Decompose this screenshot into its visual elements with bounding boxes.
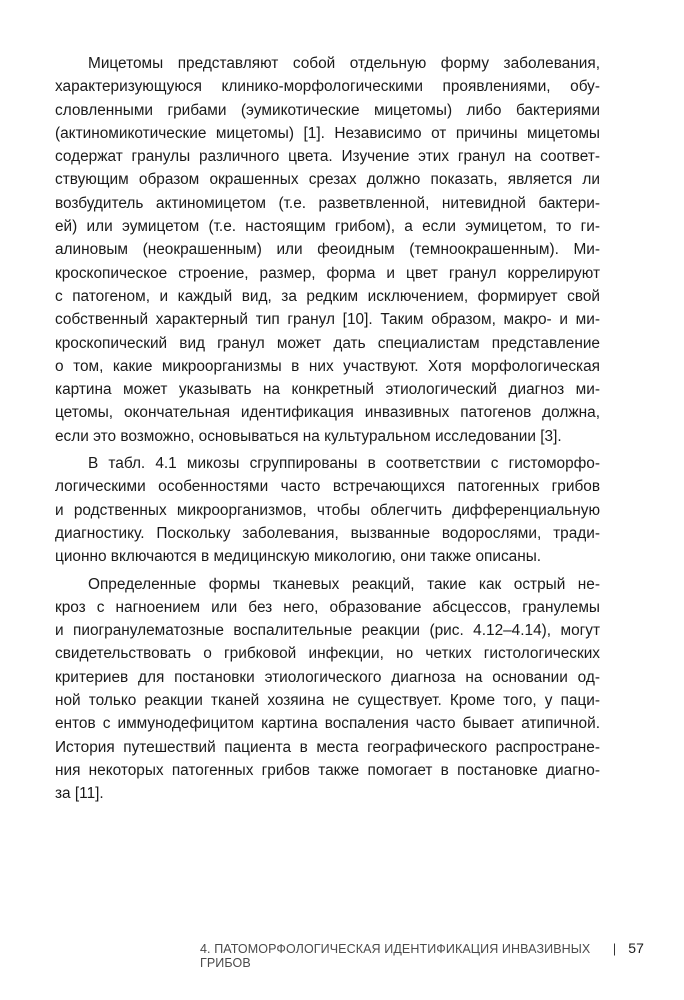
text-line: и родственных микроорганизмов, чтобы облегчить дифференциальную	[55, 501, 600, 519]
text-line: кроскопический вид гранул может дать специалистам представление	[55, 334, 600, 352]
text-line: кроз с нагноением или без него, образование абсцессов, гранулемы	[55, 598, 600, 616]
text-line: ния некоторых патогенных грибов также помогает в постановке диагно-	[55, 761, 600, 779]
text-line: алиновым (неокрашенным) или феоидным (темноокрашенным). Ми-	[55, 241, 600, 259]
paragraph	[55, 452, 600, 568]
paragraph	[55, 573, 600, 806]
text-line: ентов с иммунодефицитом картина воспаления часто бывает атипичной.	[55, 715, 600, 733]
paragraph	[55, 52, 600, 448]
running-footer	[200, 940, 644, 970]
footer-separator: |	[612, 942, 617, 956]
text-line: ей) или эумицетом (т.е. настоящим грибом), а если эумицетом, то ги-	[55, 218, 600, 236]
paragraphs	[55, 52, 600, 806]
text-line: ной только реакции тканей хозяина не существует. Кроме того, у паци-	[55, 692, 600, 710]
text-line: кроскопическое строение, размер, форма и цвет гранул коррелируют	[55, 264, 600, 282]
text-line: (актиномикотические мицетомы) [1]. Независимо от причины мицетомы	[55, 124, 600, 142]
chapter-title: 4. ПАТОМОРФОЛОГИЧЕСКАЯ ИДЕНТИФИКАЦИЯ ИНВАЗИВНЫХ ГРИБОВ	[200, 942, 591, 970]
text-line: с патогеном, и каждый вид, за редким исключением, формирует свой	[55, 287, 600, 305]
text-line: и пиогранулематозные воспалительные реакции (рис. 4.12–4.14), могут	[55, 622, 600, 640]
text-line: В табл. 4.1 микозы сгруппированы в соответствии с гистоморфо-	[88, 455, 600, 473]
text-line: Мицетомы представляют собой отдельную форму заболевания,	[88, 55, 600, 72]
text-line: ционно включаются в медицинскую микологию, они также описаны.	[55, 548, 542, 566]
text-line: содержат гранулы различного цвета. Изучение этих гранул на соответ-	[55, 148, 600, 166]
text-line: логическими особенностями часто встречающихся патогенных грибов	[55, 478, 600, 496]
text-line: характеризующуюся клинико-морфологическими проявлениями, обу-	[55, 78, 600, 96]
text-line: свидетельствовать о грибковой инфекции, но четких гистологических	[55, 645, 600, 663]
text-line: диагностику. Поскольку заболевания, вызванные водорослями, тради-	[55, 524, 600, 542]
text-line: если это возможно, основываться на культуральном исследовании [3].	[55, 427, 562, 445]
page-number: 57	[628, 940, 644, 956]
text-line: за [11].	[55, 785, 104, 803]
text-line: картина может указывать на конкретный этиологический диагноз ми-	[55, 381, 600, 399]
text-line: собственный характерный тип гранул [10]. Таким образом, макро- и ми-	[55, 311, 600, 329]
text-line: История путешествий пациента в места географического распростране-	[55, 738, 600, 756]
text-line: возбудитель актиномицетом (т.е. разветвленной, нитевидной бактери-	[55, 194, 600, 212]
text-line: словленными грибами (эумикотические мицетомы) либо бактериями	[55, 101, 600, 119]
body-text	[55, 52, 600, 806]
text-line: Определенные формы тканевых реакций, такие как острый не-	[88, 575, 600, 593]
text-line: критериев для постановки этиологического диагноза на основании од-	[55, 668, 600, 686]
text-line: о том, какие микроорганизмы в них участвуют. Хотя морфологическая	[55, 357, 600, 375]
text-line: цетомы, окончательная идентификация инвазивных патогенов должна,	[55, 404, 600, 422]
text-line: ствующим образом окрашенных срезах должно показать, является ли	[55, 171, 600, 189]
